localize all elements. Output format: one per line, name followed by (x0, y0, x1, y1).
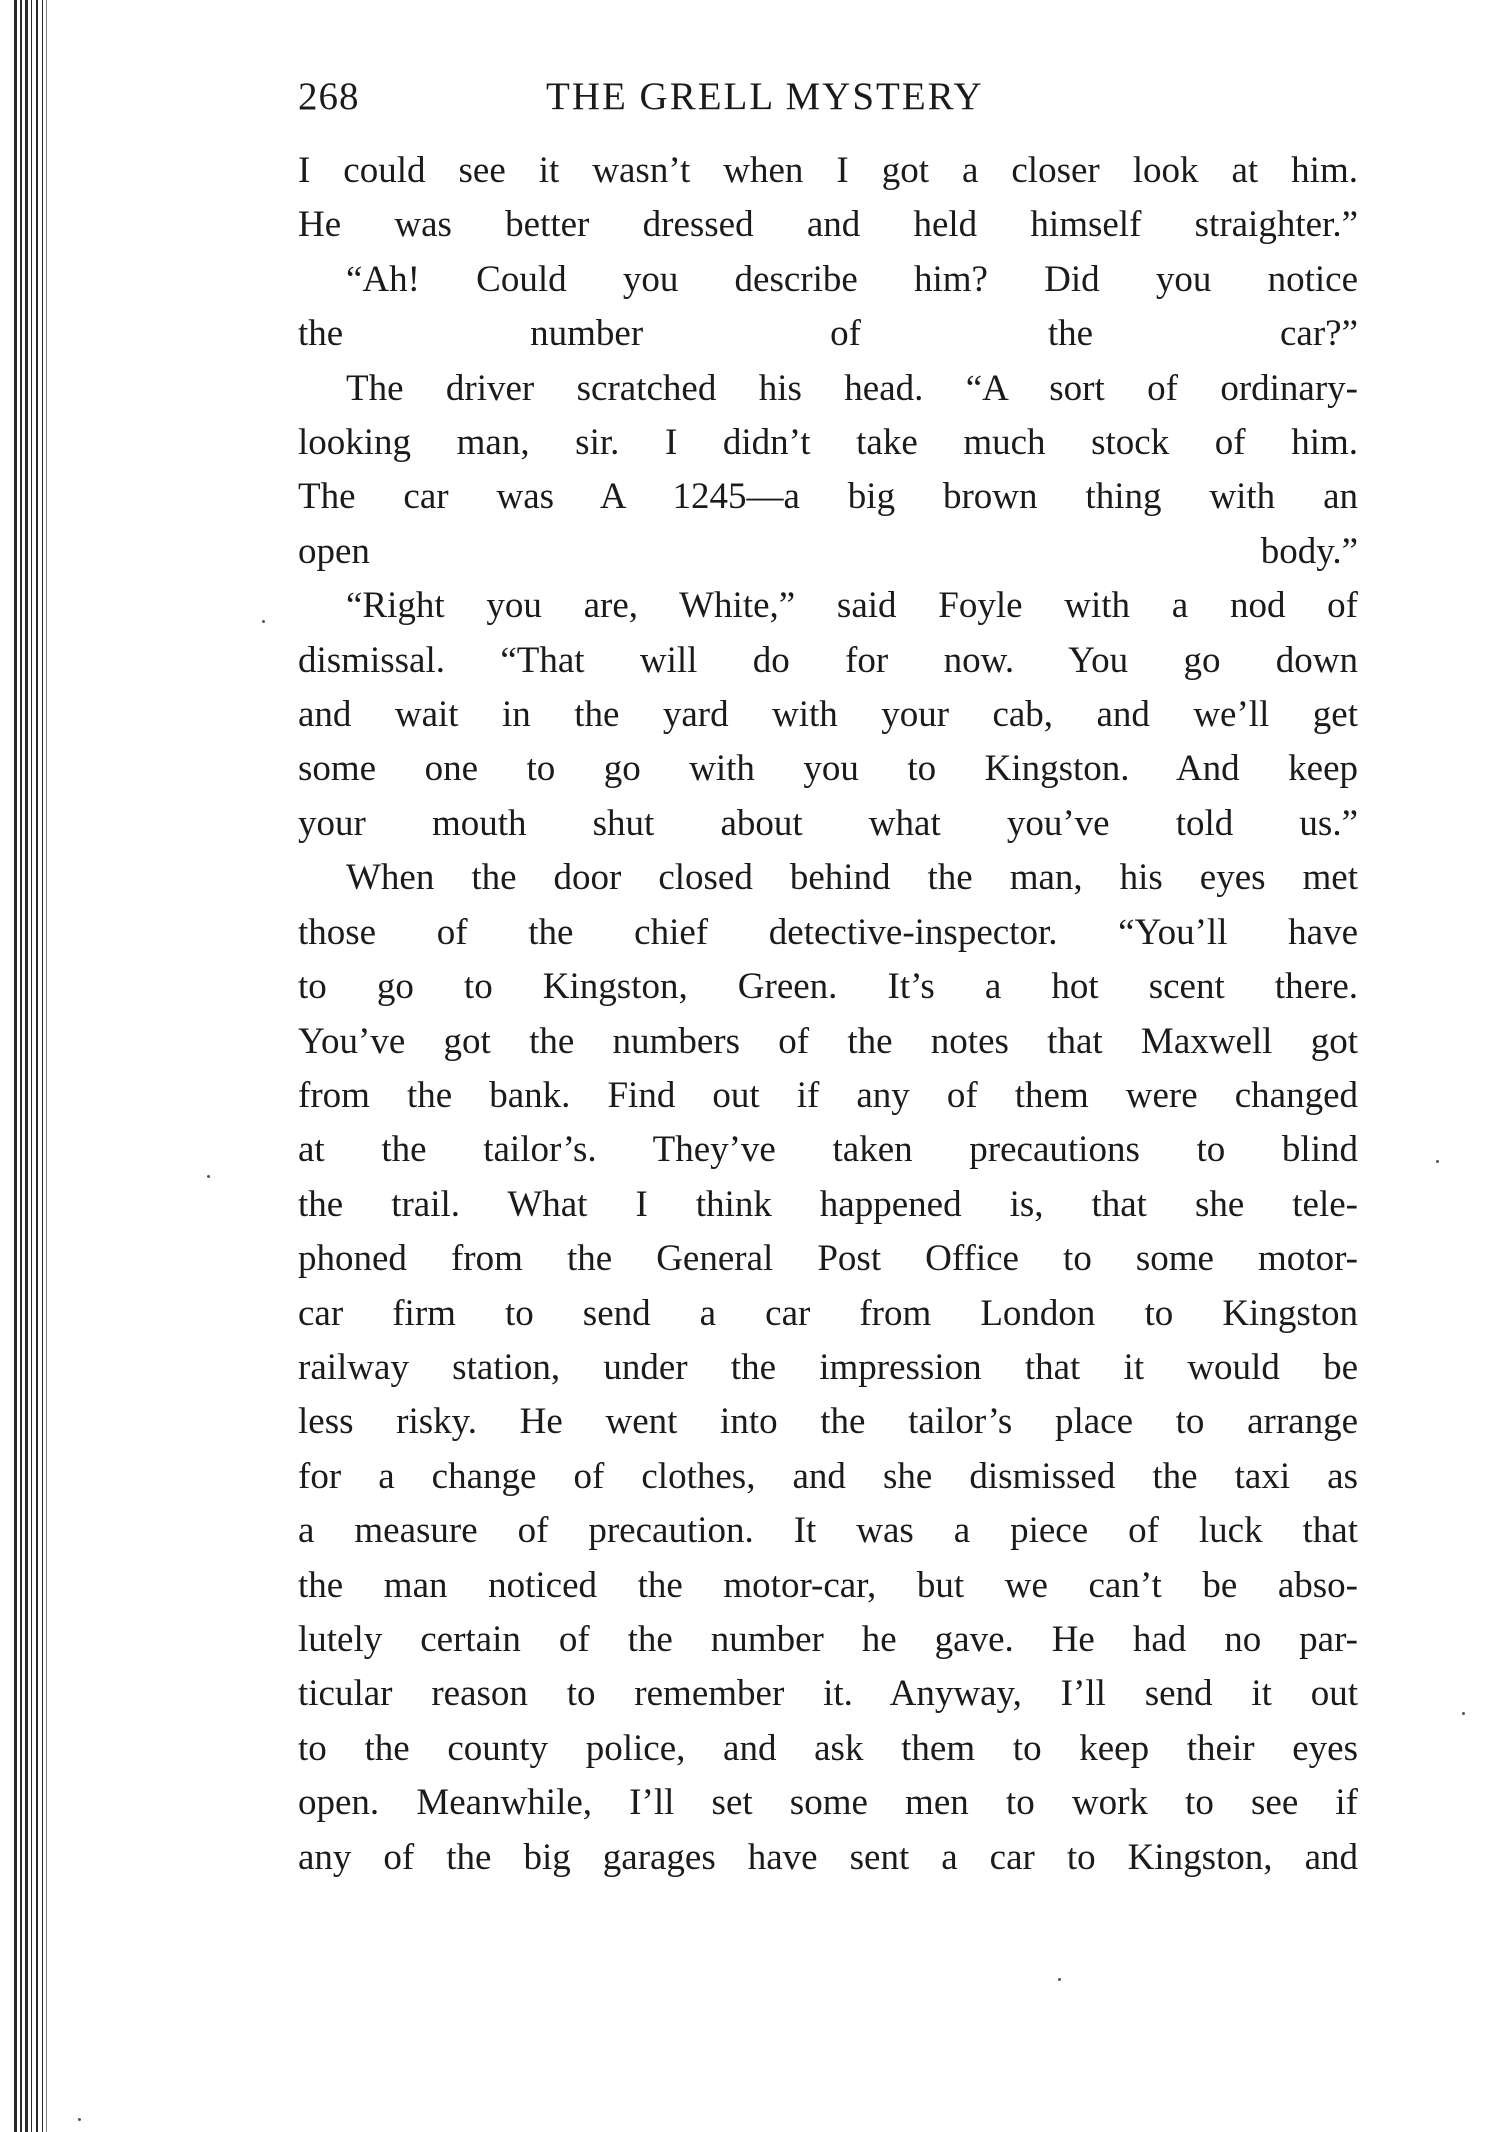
paragraph (298, 851, 1358, 1885)
text-line: The car was A 1245—a big brown thing with an (298, 476, 1358, 518)
text-line: open. Meanwhile, I’ll set some men to work to see if (298, 1782, 1358, 1824)
paragraph (298, 362, 1358, 580)
text-line: He was better dressed and held himself straighter.” (298, 204, 1358, 246)
text-line: ticular reason to remember it. Anyway, I’ll send it out (298, 1673, 1358, 1715)
text-line: less risky. He went into the tailor’s place to arrange (298, 1401, 1358, 1443)
text-line: lutely certain of the number he gave. He had no par- (298, 1618, 1358, 1660)
text-line: some one to go with you to Kingston. And keep (298, 748, 1358, 790)
text-line: the trail. What I think happened is, that she tele- (298, 1183, 1358, 1225)
text-line: at the tailor’s. They’ve taken precautions to blind (298, 1129, 1358, 1171)
text-line: to the county police, and ask them to keep their eyes (298, 1727, 1358, 1769)
text-line: any of the big garages have sent a car to Kingston, and (298, 1836, 1358, 1878)
book-binding-edge (0, 0, 70, 2132)
text-line: “Right you are, White,” said Foyle with a nod of (346, 585, 1358, 627)
page-header (298, 70, 1358, 130)
text-line: looking man, sir. I didn’t take much stock of him. (298, 422, 1358, 464)
text-line: railway station, under the impression that it would be (298, 1346, 1358, 1388)
text-line: to go to Kingston, Green. It’s a hot scent there. (298, 966, 1358, 1008)
text-line: those of the chief detective-inspector. “You’ll have (298, 911, 1358, 953)
body-text (298, 144, 1358, 1885)
text-line: You’ve got the numbers of the notes that Maxwell got (298, 1020, 1358, 1062)
text-line: your mouth shut about what you’ve told us.” (298, 802, 1358, 844)
text-line: the number of the car?” (298, 313, 1358, 355)
text-line: for a change of clothes, and she dismissed the taxi as (298, 1455, 1358, 1497)
paragraph (298, 579, 1358, 851)
page-number: 268 (298, 75, 360, 118)
text-line: I could see it wasn’t when I got a closer look at him. (298, 150, 1358, 191)
paragraph (298, 144, 1358, 253)
text-line: dismissal. “That will do for now. You go down (298, 639, 1358, 681)
running-title: THE GRELL MYSTERY (546, 75, 984, 118)
text-line: car firm to send a car from London to Kingston (298, 1292, 1358, 1334)
book-page (298, 70, 1358, 1885)
text-line: phoned from the General Post Office to some motor- (298, 1238, 1358, 1280)
text-line: and wait in the yard with your cab, and we’ll get (298, 694, 1358, 736)
text-line: “Ah! Could you describe him? Did you notice (346, 258, 1358, 300)
text-line: The driver scratched his head. “A sort of ordinary- (346, 367, 1358, 409)
text-line: the man noticed the motor-car, but we can’t be abso- (298, 1564, 1358, 1606)
text-line: a measure of precaution. It was a piece of luck that (298, 1510, 1358, 1552)
text-line: open body.” (298, 530, 1358, 572)
text-line: When the door closed behind the man, his eyes met (346, 857, 1358, 899)
paragraph (298, 253, 1358, 362)
text-line: from the bank. Find out if any of them were changed (298, 1074, 1358, 1116)
